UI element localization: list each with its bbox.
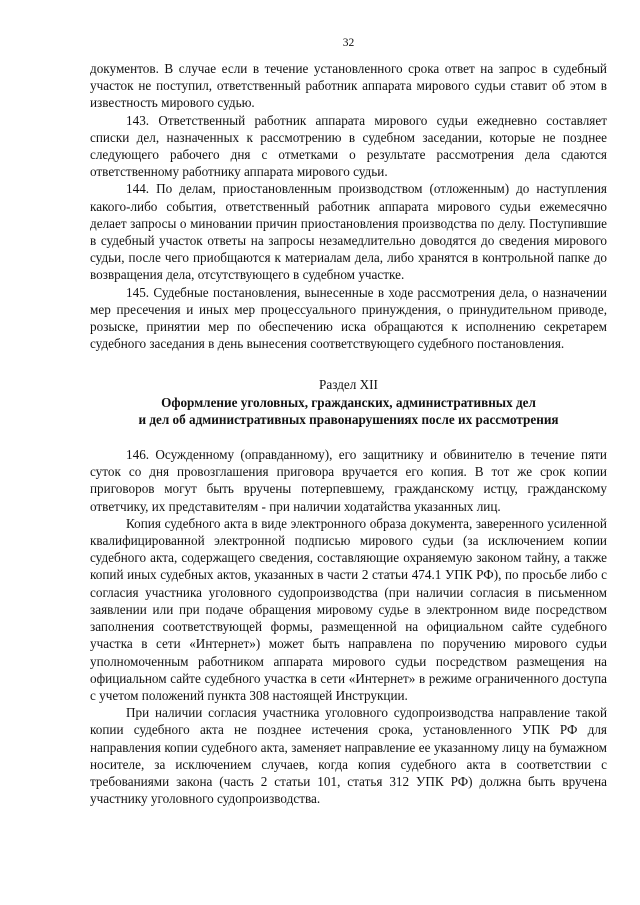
paragraph-146: 146. Осужденному (оправданному), его защитнику и обвинителю в течение пяти суток со дня провозглашения приговора вручается его копия. В тот же срок копии приговоров могут быть вручены потерпевшему, гражданскому истцу, гражданскому ответчику, их представителям - при наличии ходатайства указанных лиц. [90,447,607,514]
paragraph-145: 145. Судебные постановления, вынесенные в ходе рассмотрения дела, о назначении мер пресечения и иных мер процессуального принуждения, о принудительном приводе, розыске, принятии мер по обеспечению иска обращаются к исполнению секретарем судебного заседания в день вынесения соответствующего судебного постановления. [90,284,607,352]
section-heading-line-1: Оформление уголовных, гражданских, административных дел [161,394,536,410]
section-number: Раздел XII [319,377,378,393]
paragraph-electronic-copy: Копия судебного акта в виде электронного образа документа, заверенного усиленной квалифицированной электронной подписью мирового судьи (за исключением копии судебного акта, содержащего сведения, составляющие охраняемую законом тайну, а также копий иных судебных актов, указанных в части 2 статьи 474.1 УПК РФ), по просьбе либо с согласия участника уголовного судопроизводства (при наличии согласия в письменном заявлении или при подаче обращения мировому судье в электронном виде посредством заполнения соответствующей формы, размещенной на официальном сайте судебного участка в сети «Интернет») может быть направлена по поручению мирового судьи уполномоченным работником аппарата мирового судьи посредством размещения на официальном сайте судебного участка в сети «Интернет» в режиме ограниченного доступа с учетом положений пункта 308 настоящей Инструкции. [90,515,607,703]
section-heading-line-2: и дел об административных правонарушениях после их рассмотрения [138,411,559,427]
paragraph-continuation: документов. В случае если в течение установленного срока ответ на запрос в судебный участок не поступил, ответственный работник аппарата мирового судьи ставит об этом в известность мирового судью. [90,61,607,111]
section-heading [90,394,607,428]
paragraphs-before [90,60,607,352]
paragraph-144: 144. По делам, приостановленным производством (отложенным) до наступления какого-либо события, ответственный работник аппарата мирового судьи ежемесячно делает запросы о миновании причин приостановления производства по делу. Поступившие в судебный участок ответы на запросы незамедлительно доводятся до сведения мирового судьи, после чего приобщаются к материалам дела, либо хранятся в контрольной папке до возвращения дела, отсутствующего в судебном участке. [90,181,607,283]
document-page [90,36,607,807]
page-number: 32 [342,37,355,49]
paragraph-143: 143. Ответственный работник аппарата мирового судьи ежедневно составляет списки дел, назначенных к рассмотрению в судебном заседании, которые не позднее следующего рабочего дня с отметками о результате рассмотрения дела сдаются ответственному работнику аппарата мирового судьи. [90,112,607,180]
paragraph-consent: При наличии согласия участника уголовного судопроизводства направление такой копии судебного акта не позднее истечения срока, установленного УПК РФ для направления копии судебного акта, заменяет направление ее указанному лицу на бумажном носителе, за исключением случаев, когда копия судебного акта в соответствии с требованиями закона (часть 2 статьи 101, статья 312 УПК РФ) должна быть вручена участнику уголовного судопроизводства. [90,705,607,807]
paragraphs-after [90,446,607,807]
